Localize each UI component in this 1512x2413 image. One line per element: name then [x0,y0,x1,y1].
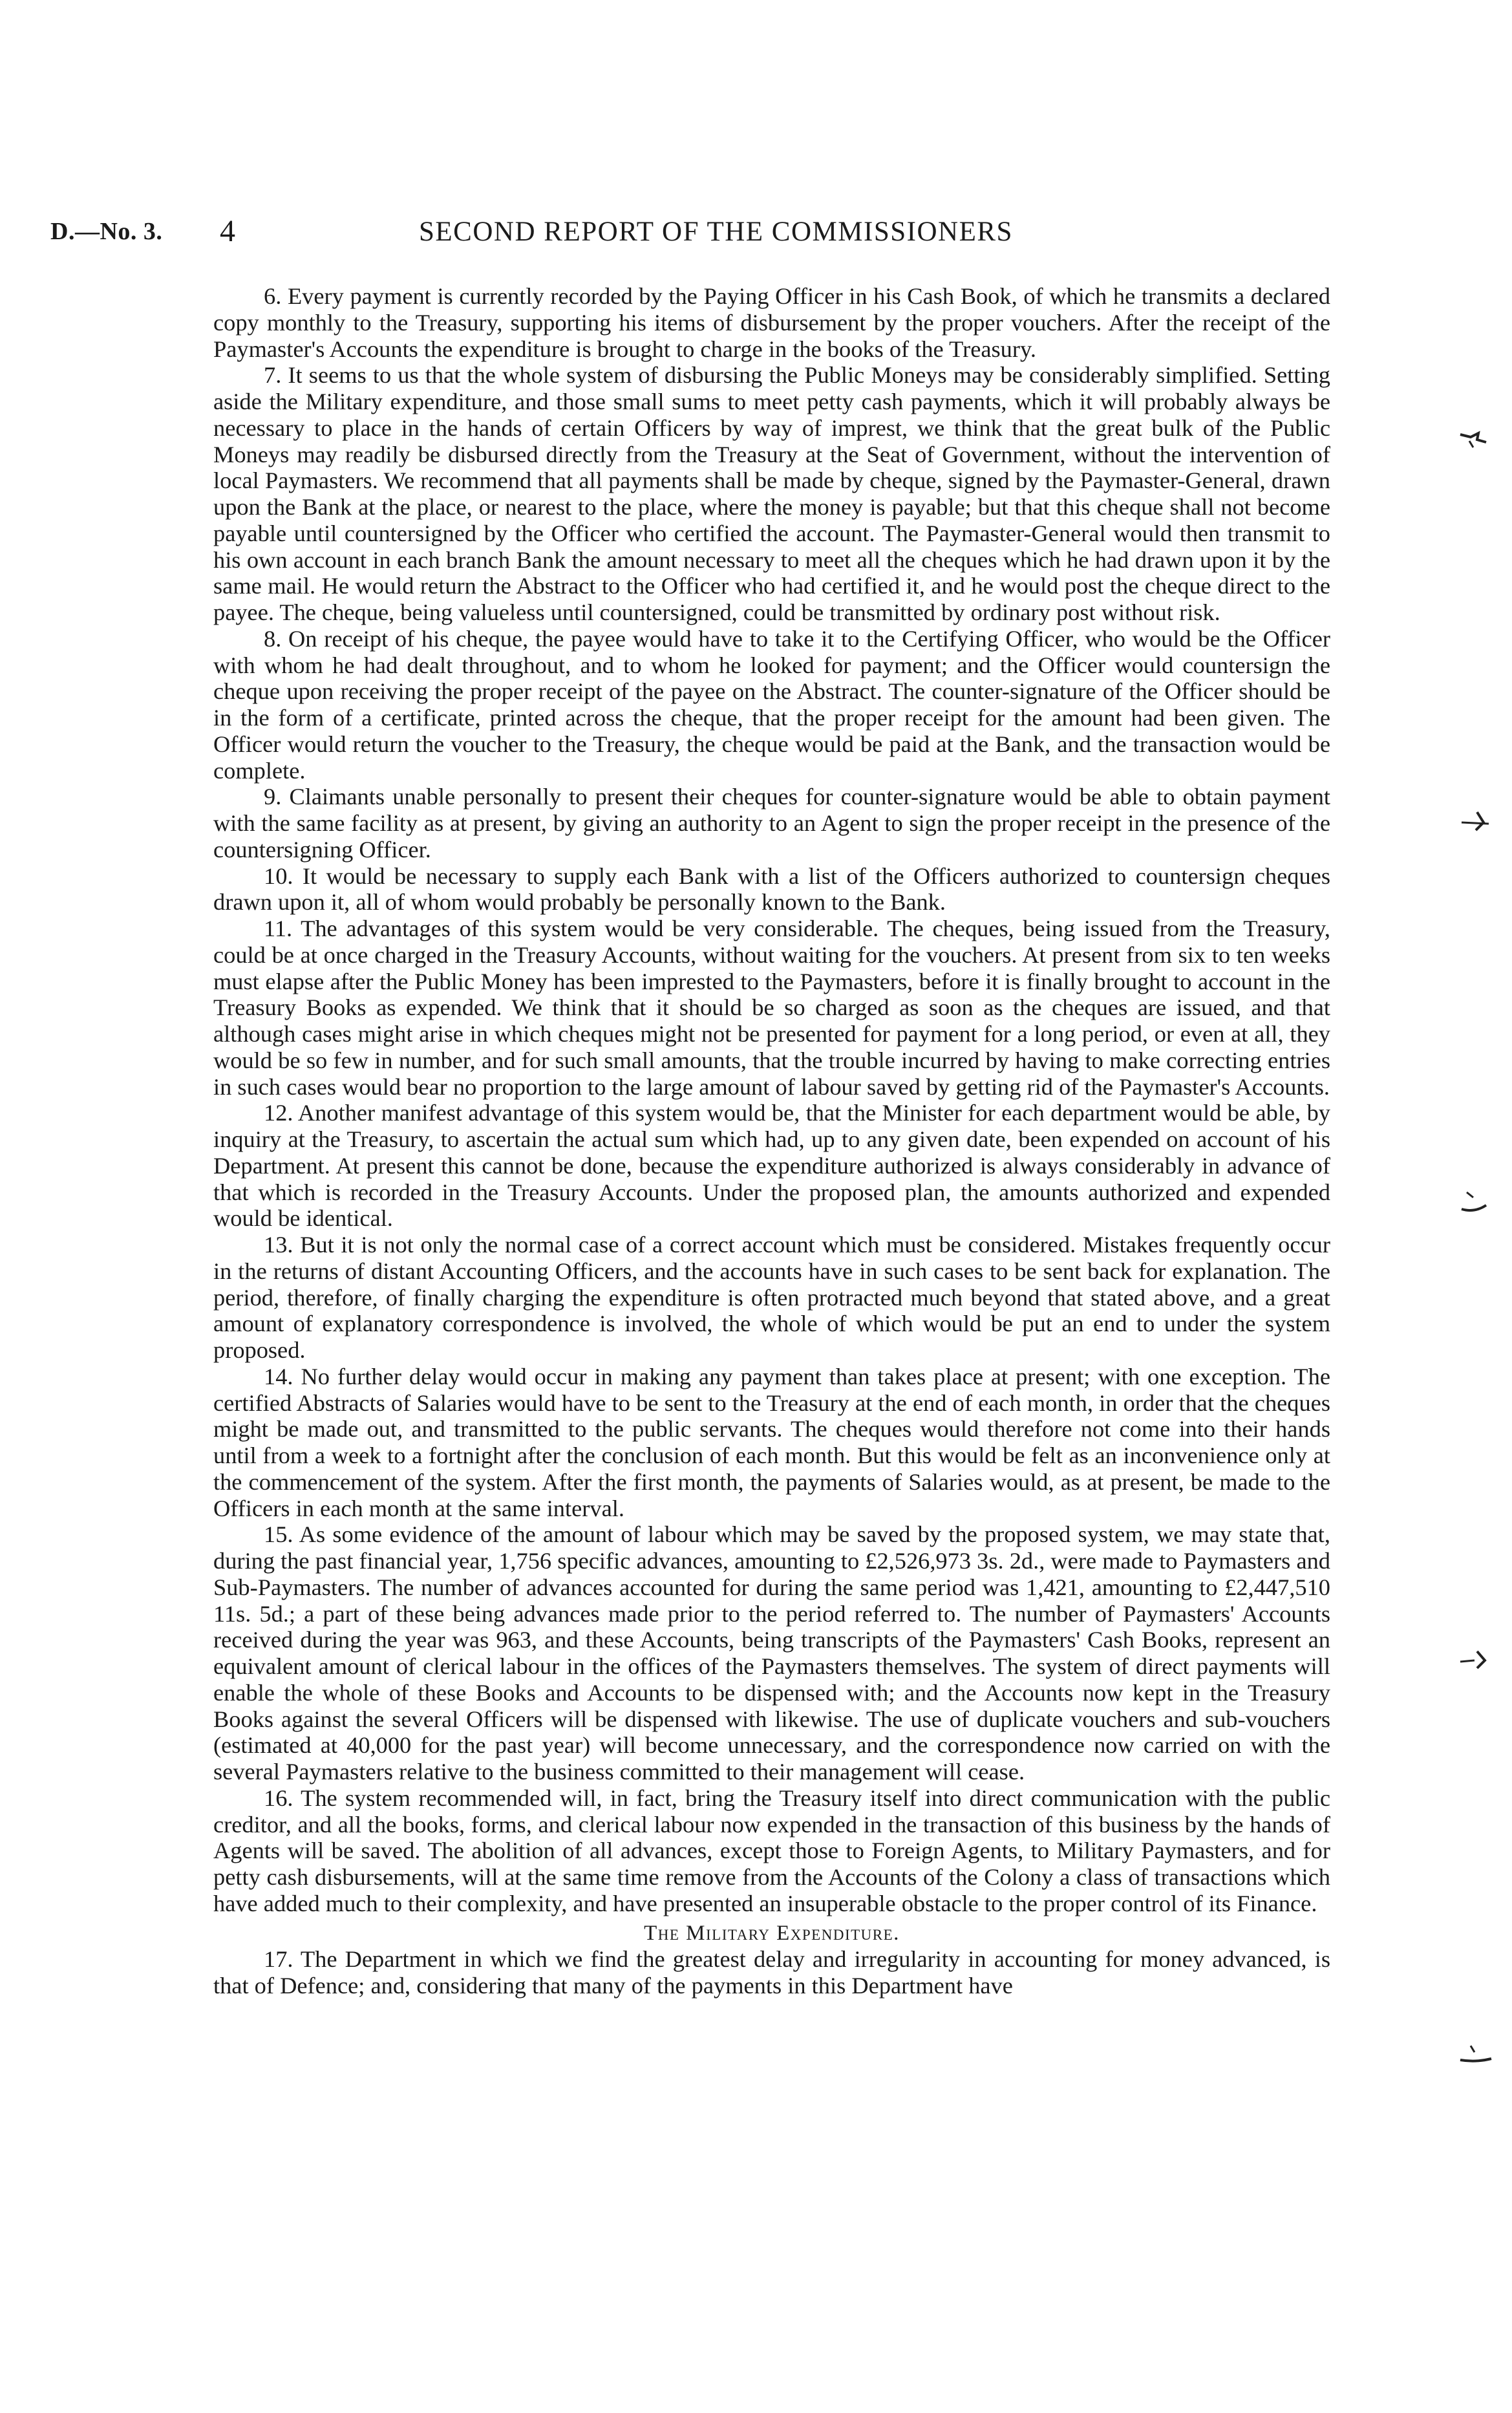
page-number: 4 [220,214,235,248]
running-title: SECOND REPORT OF THE COMMISSIONERS [419,217,1013,247]
paragraph-10: 10. It would be necessary to supply each Bank with a list of the Officers authorized to countersign cheques drawn upon it, all of whom would probably be personally known to the Bank. [213,863,1330,916]
paragraph-11: 11. The advantages of this system would be very considerable. The cheques, being issued from the Treasury, could be at once charged in the Treasury Accounts, without waiting for the vouchers. At present from six to ten weeks must elapse after the Public Money has been imprested to the Paymasters, before it is finally brought to account in the Treasury Books as expended. We think that it should be so charged as soon as the cheques are issued, and that although cases might arise in which cheques might not be presented for payment for a long period, or even at all, they would be so few in number, and for such small amounts, that the trouble incurred by having to make correcting entries in such cases would bear no proportion to the large amount of labour saved by getting rid of the Paymaster's Accounts. [213,916,1330,1100]
paragraph-15: 15. As some evidence of the amount of labour which may be saved by the proposed system, we may state that, during the past financial year, 1,756 specific advances, amounting to £2,526,973 3s. 2d., were made to Paymasters and Sub-Paymasters. The number of advances accounted for during the same period was 1,421, amounting to £2,447,510 11s. 5d.; a part of these being advances made prior to the period referred to. The number of Paymasters' Accounts received during the year was 963, and these Accounts, being transcripts of the Paymasters' Cash Books, represent an equivalent amount of clerical labour in the offices of the Paymasters themselves. The system of direct payments will enable the whole of these Books and Accounts to be dispensed with; and the Accounts now kept in the Treasury Books against the several Officers will be dispensed with likewise. The use of duplicate vouchers and sub-vouchers (estimated at 40,000 for the past year) will become unnecessary, and the correspondence now carried on with the several Paymasters relative to the business committed to their management will cease. [213,1521,1330,1785]
section-heading: The Military Expenditure. [644,1921,900,1945]
margin-mark-icon [1458,1190,1495,1216]
paragraph-9: 9. Claimants unable personally to present their cheques for counter-signature would be able to obtain payment with the same facility as at present, by giving an authority to an Agent to sign the proper receipt in the presence of the countersigning Officer. [213,784,1330,863]
page-header [50,214,1279,256]
margin-mark-icon [1458,2043,1495,2069]
paragraph-14: 14. No further delay would occur in making any payment than takes place at present; with one exception. The certified Abstracts of Salaries would have to be sent to the Treasury at the end of each month, in order that the cheques might be made out, and transmitted to the public servants. The cheques would therefore not come into their hands until from a week to a fortnight after the conclusion of each month. But this would be felt as an inconvenience only at the commencement of the system. After the first month, the payments of Salaries would, as at present, be made to the Officers in each month at the same interval. [213,1363,1330,1521]
margin-mark-icon [1458,808,1495,834]
paragraph-17: 17. The Department in which we find the greatest delay and irregularity in accounting for money advanced, is that of Defence; and, considering that many of the payments in this Department have [213,1946,1330,1999]
paragraph-6: 6. Every payment is currently recorded by the Paying Officer in his Cash Book, of which he transmits a declared copy monthly to the Treasury, supporting his items of disbursement by the proper vouchers. After the receipt of the Paymaster's Accounts the expenditure is brought to charge in the books of the Treasury. [213,283,1330,362]
paragraph-7: 7. It seems to us that the whole system of disbursing the Public Moneys may be considerably simplified. Setting aside the Military expenditure, and those small sums to meet petty cash payments, which it will probably always be necessary to place in the hands of certain Officers by way of imprest, we think that the great bulk of the Public Moneys may readily be disbursed directly from the Treasury at the Seat of Government, without the intervention of local Paymasters. We recommend that all payments shall be made by cheque, signed by the Paymaster-General, drawn upon the Bank at the place, or nearest to the place, where the money is payable; but that this cheque shall not become payable until countersigned by the Officer who certified the account. The Paymaster-General would then transmit to his own account in each branch Bank the amount necessary to meet all the cheques which he had drawn upon it by the same mail. He would return the Abstract to the Officer who had certified it, and he would post the cheque direct to the payee. The cheque, being valueless until countersigned, could be transmitted by ordinary post without risk. [213,362,1330,625]
margin-mark-icon [1458,425,1495,451]
paragraph-8: 8. On receipt of his cheque, the payee would have to take it to the Certifying Officer, who would be the Officer with whom he had dealt throughout, and to whom he looked for payment; and the Officer would countersign the cheque upon receiving the proper receipt of the payee on the Abstract. The counter-signature of the Officer should be in the form of a certificate, printed across the cheque, that the proper receipt for the amount had been given. The Officer would return the voucher to the Treasury, the cheque would be paid at the Bank, and the transaction would be complete. [213,625,1330,784]
paragraph-16: 16. The system recommended will, in fact, bring the Treasury itself into direct communication with the public creditor, and all the books, forms, and clerical labour now expended in the transaction of this business by the hands of Agents will be saved. The abolition of all advances, except those to Foreign Agents, to Military Paymasters, and for petty cash disbursements, will at the same time remove from the Accounts of the Colony a class of transactions which have added much to their complexity, and have presented an insuperable obstacle to the proper control of its Finance. [213,1785,1330,1916]
paragraph-13: 13. But it is not only the normal case of a correct account which must be considered. Mistakes frequently occur in the returns of distant Accounting Officers, and the accounts have in such cases to be sent back for explanation. The period, therefore, of finally charging the expenditure is often protracted much beyond that stated above, and a great amount of explanatory correspondence is involved, the whole of which would be put an end to under the system proposed. [213,1232,1330,1363]
document-reference: D.—No. 3. [50,218,163,245]
margin-mark-icon [1458,1647,1495,1673]
report-body [213,283,1330,1999]
paragraph-12: 12. Another manifest advantage of this system would be, that the Minister for each department would be able, by inquiry at the Treasury, to ascertain the actual sum which had, up to any given date, been expended on account of his Department. At present this cannot be done, because the expenditure authorized is always considerably in advance of that which is recorded in the Treasury Accounts. Under the proposed plan, the amounts authorized and expended would be identical. [213,1100,1330,1232]
